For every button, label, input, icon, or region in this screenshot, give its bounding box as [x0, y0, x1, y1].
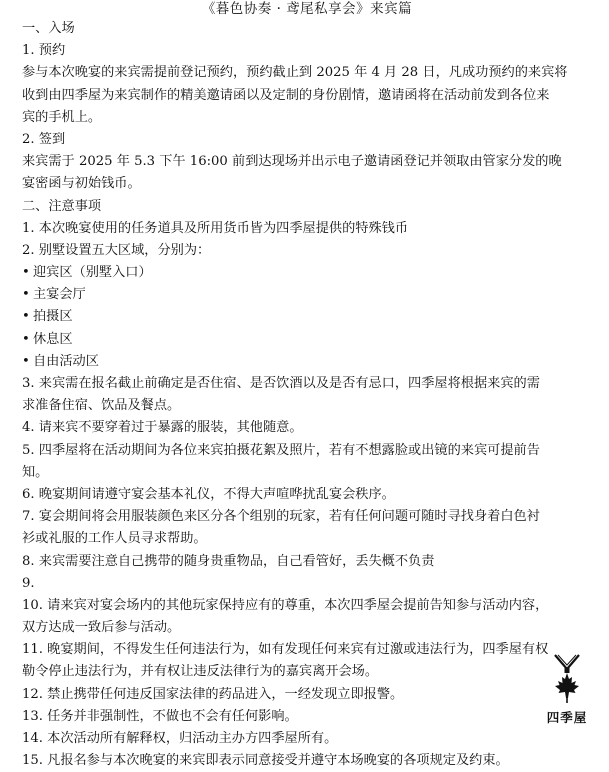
area-label: 休息区	[33, 331, 73, 347]
signin-line: 来宾需于 2025 年 5.3 下午 16:00 前到达现场并出示电子邀请函登记并领取由管家分发的晚	[22, 154, 562, 170]
bullet-icon: •	[22, 353, 30, 369]
area-label: 拍摄区	[33, 309, 73, 325]
reservation-line: 参与本次晚宴的来宾需提前登记预约，预约截止到 2025 年 4 月 28 日，凡成功预约的来宾将	[22, 65, 568, 81]
bullet-icon: •	[22, 265, 30, 281]
area-item	[22, 262, 592, 284]
note-item: 14. 本次活动所有解释权，归活动主办方四季屋所有。	[22, 731, 338, 746]
reservation-line: 收到由四季屋为来宾制作的精美邀请函以及定制的身份剧情，邀请函将在活动前发到各位来	[22, 87, 550, 103]
note-item: 2. 别墅设置五大区域，分别为：	[22, 242, 211, 258]
note-item: 1. 本次晚宴使用的任务道具及所用货币皆为四季屋提供的特殊钱币	[22, 220, 409, 236]
signin-line: 宴密函与初始钱币。	[22, 176, 141, 192]
note-item: 12. 禁止携带任何违反国家法律的药品进入，一经发现立即报警。	[22, 686, 404, 702]
area-item	[22, 306, 592, 328]
note-item-cont: 知。	[22, 464, 49, 480]
area-label: 自由活动区	[33, 353, 99, 369]
note-item-cont: 勒令停止违法行为，并有权让违反法律行为的嘉宾离开会场。	[22, 664, 379, 680]
note-item: 6. 晚宴期间请遵守宴会基本礼仪，不得大声喧哗扰乱宴会秩序。	[22, 486, 395, 502]
area-item	[22, 329, 592, 351]
subheading-reservation: 1. 预约	[22, 43, 66, 59]
note-item: 13. 任务并非强制性，不做也不会有任何影响。	[22, 708, 298, 724]
bullet-icon: •	[22, 309, 30, 325]
reservation-line: 宾的手机上。	[22, 109, 102, 125]
note-item: 4. 请来宾不要穿着过于暴露的服装，其他随意。	[22, 420, 303, 436]
page-title: 《暮色协奏 · 鸢尾私享会》来宾篇	[201, 1, 413, 17]
subheading-signin: 2. 签到	[22, 131, 66, 147]
note-item: 3. 来宾需在报名截止前确定是否住宿、是否饮酒以及是否有忌口，四季屋将根据来宾的需	[22, 376, 540, 391]
note-item-cont: 求准备住宿、饮品及餐点。	[22, 398, 181, 414]
brand-logo	[543, 653, 591, 727]
brand-name: 四季屋	[546, 710, 588, 725]
area-item	[22, 284, 592, 306]
document	[22, 0, 592, 772]
maple-leaf-medal-icon	[549, 653, 585, 707]
area-item	[22, 351, 592, 373]
area-label: 迎宾区（别墅入口）	[33, 265, 152, 281]
note-item: 9.	[22, 575, 35, 591]
section-heading-notes: 二、注意事项	[22, 198, 102, 214]
section-heading-entry: 一、入场	[22, 21, 75, 36]
bullet-icon: •	[22, 331, 30, 347]
bullet-icon: •	[22, 287, 30, 303]
note-item: 5. 四季屋将在活动期间为各位来宾拍摄花絮及照片，若有不想露脸或出镜的来宾可提前告	[22, 442, 540, 458]
note-item: 10. 请来宾对宴会场内的其他玩家保持应有的尊重，本次四季屋会提前告知参与活动内容，	[22, 597, 549, 613]
note-item-cont: 双方达成一致后参与活动。	[22, 620, 181, 636]
area-label: 主宴会厅	[33, 287, 86, 303]
note-item: 7. 宴会期间将会用服装颜色来区分各个组别的玩家，若有任何问题可随时寻找身着白色衬	[22, 509, 540, 525]
note-item: 11. 晚宴期间，不得发生任何违法行为，如有发现任何来宾有过激或违法行为，四季屋有权	[22, 642, 549, 658]
note-item: 8. 来宾需要注意自己携带的随身贵重物品，自己看管好，丢失概不负责	[22, 553, 435, 569]
note-item-cont: 衫或礼服的工作人员寻求帮助。	[22, 531, 207, 547]
note-item: 15. 凡报名参与本次晚宴的来宾即表示同意接受并遵守本场晚宴的各项规定及约束。	[22, 753, 509, 769]
